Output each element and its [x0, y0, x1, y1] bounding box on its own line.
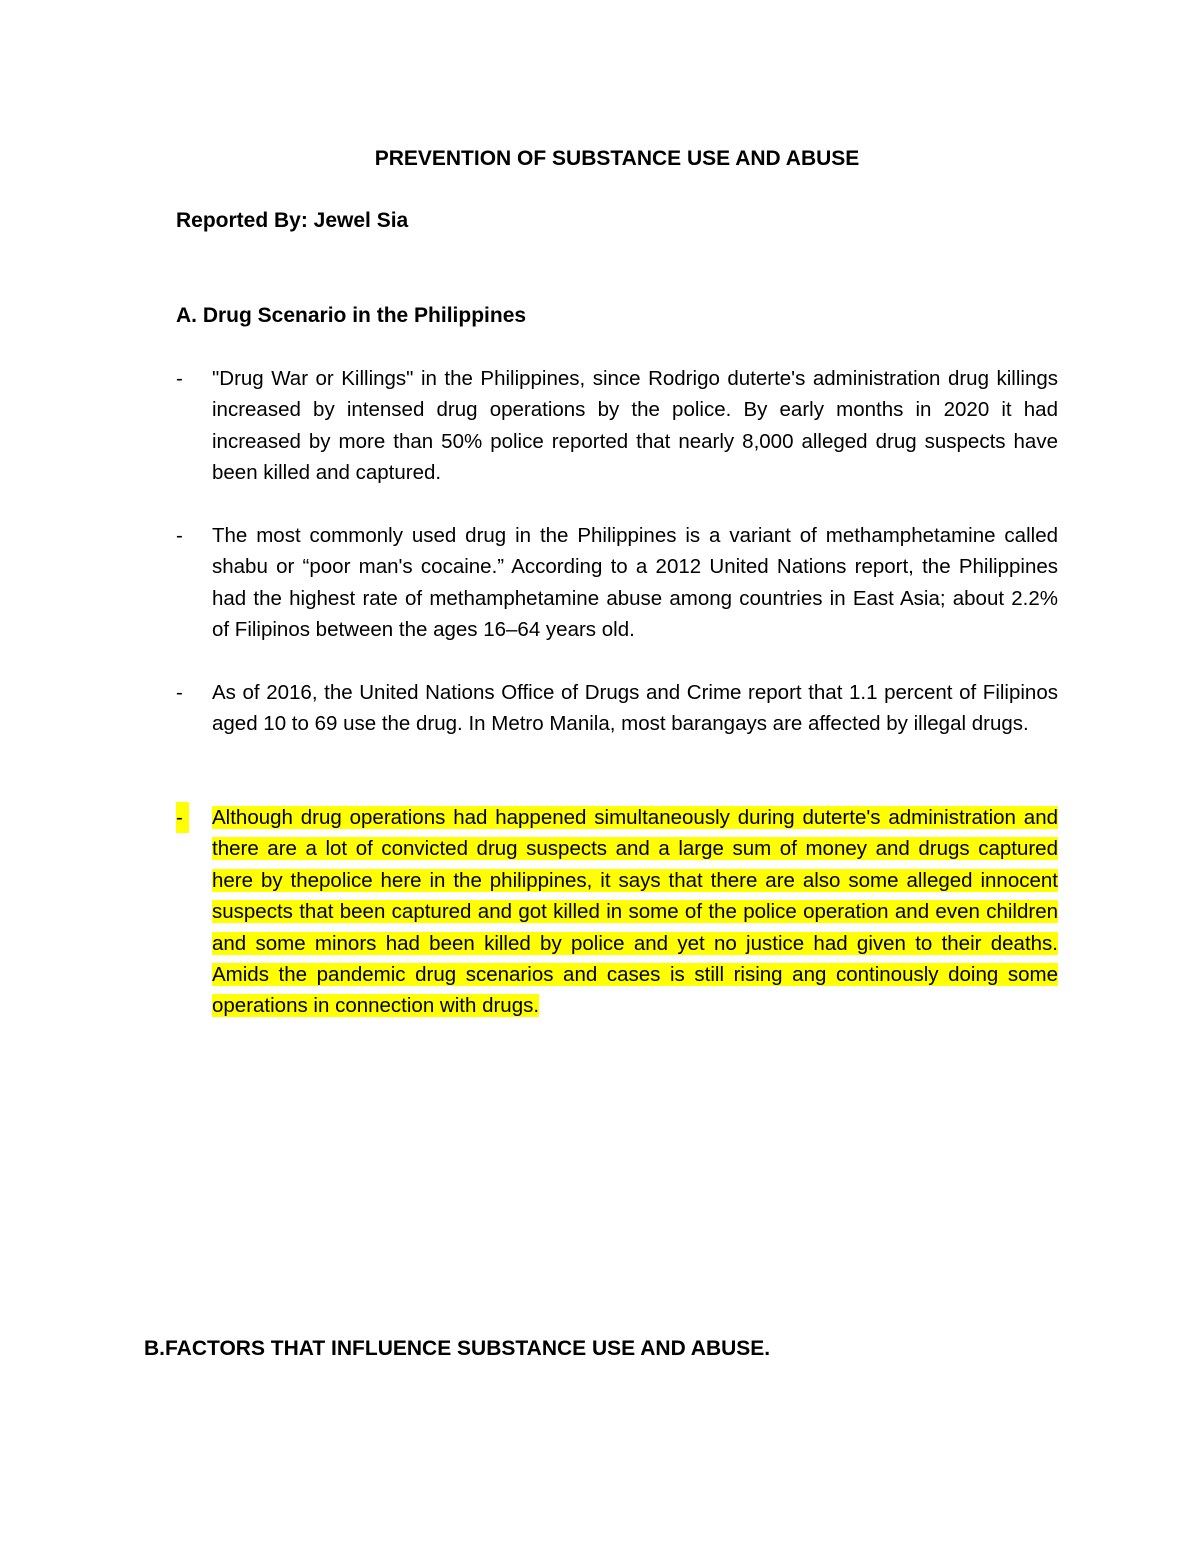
bullet-text: The most commonly used drug in the Philippines is a variant of methamphetamine called shabu or “poor man's cocaine.” According to a 2012 United Nations report, the Philippines had the highest rate of methamphetamine abuse among countries in East Asia; about 2.2% of Filipinos between the ages 16–64 years old.	[212, 524, 1058, 642]
reported-by: Reported By: Jewel Sia	[176, 209, 409, 232]
highlight-span: Although drug operations had happened simultaneously during duterte's administration and there are a lot of convicted drug suspects and a large sum of money and drugs captured here by thepolice here in the philippines, it says that there are also some alleged innocent suspects that been captured and got killed in some of the police operation and even children and some minors had been killed by police and yet no justice had given to their deaths. Amids the pandemic drug scenarios and cases is still rising ang continously doing some operations in connection with drugs.	[212, 806, 1058, 1018]
bullet-dash: -	[176, 367, 183, 390]
bullet-item	[176, 520, 1058, 646]
bullet-item	[176, 363, 1058, 489]
bullet-text: "Drug War or Killings" in the Philippines, since Rodrigo duterte's administration drug killings increased by intensed drug operations by the police. By early months in 2020 it had increased by more than 50% police reported that nearly 8,000 alleged drug suspects have been killed and captured.	[212, 367, 1058, 485]
bullet-item	[176, 677, 1058, 740]
highlighted-bullet-item	[176, 802, 1058, 1022]
bullet-dash: -	[176, 524, 183, 547]
document-title: PREVENTION OF SUBSTANCE USE AND ABUSE	[374, 147, 860, 170]
section-b-heading: B.FACTORS THAT INFLUENCE SUBSTANCE USE AND ABUSE.	[144, 1337, 771, 1360]
bullet-text: As of 2016, the United Nations Office of Drugs and Crime report that 1.1 percent of Filipinos aged 10 to 69 use the drug. In Metro Manila, most barangays are affected by illegal drugs.	[212, 681, 1058, 736]
bullet-text-highlighted	[212, 802, 1058, 1022]
bullet-dash: -	[176, 802, 189, 833]
bullet-dash: -	[176, 681, 183, 704]
section-a-heading: A. Drug Scenario in the Philippines	[176, 304, 527, 327]
